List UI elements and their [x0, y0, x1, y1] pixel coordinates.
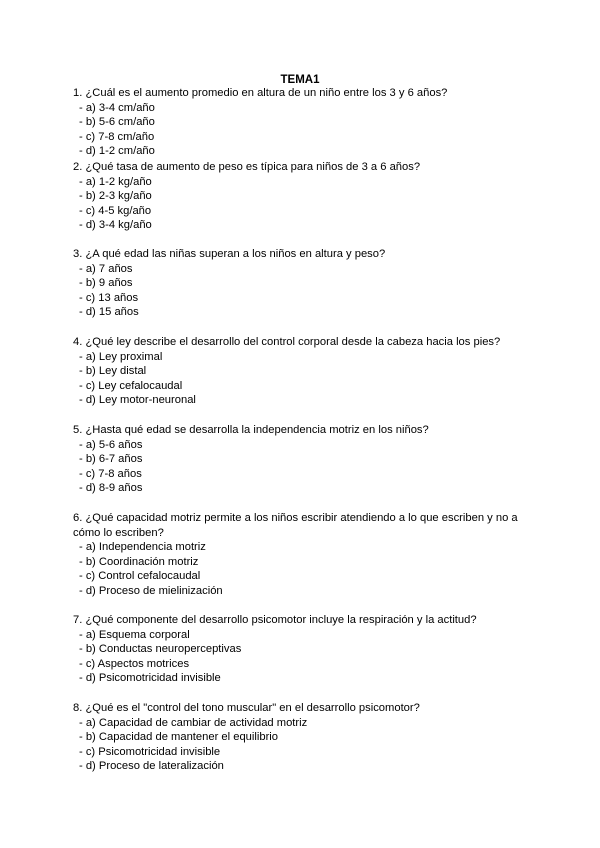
option-b: - b) Conductas neuroperceptivas [79, 643, 242, 656]
option-c: - c) Psicomotricidad invisible [79, 745, 221, 758]
option-b: - b) 6-7 años [79, 453, 143, 466]
question-text: 7. ¿Qué componente del desarrollo psicomotor incluye la respiración y la actitud? [73, 614, 477, 626]
question-4 [73, 335, 523, 408]
option-c: - c) Aspectos motrices [79, 657, 190, 670]
question-3 [73, 247, 523, 320]
option-c: - c) 4-5 kg/año [79, 204, 152, 217]
option-b: - b) Coordinación motriz [79, 555, 199, 568]
option-a: - a) Ley proximal [79, 350, 163, 363]
option-b: - b) Ley distal [79, 365, 147, 378]
question-7 [73, 613, 523, 686]
option-c: - c) 13 años [79, 291, 139, 304]
option-c: - c) Ley cefalocaudal [79, 379, 183, 392]
option-d: - d) 3-4 kg/año [79, 219, 152, 232]
option-a: - a) 1-2 kg/año [79, 175, 152, 188]
document-title: TEMA1 [280, 74, 320, 86]
option-d: - d) Proceso de lateralización [79, 760, 224, 773]
option-d: - d) 15 años [79, 306, 139, 319]
option-d: - d) Ley motor-neuronal [79, 394, 196, 407]
option-a: - a) Capacidad de cambiar de actividad motriz [79, 716, 308, 729]
option-b: - b) 2-3 kg/año [79, 190, 152, 203]
question-text: 2. ¿Qué tasa de aumento de peso es típica para niños de 3 a 6 años? [73, 161, 421, 173]
option-a: - a) Independencia motriz [79, 541, 206, 554]
option-d: - d) 8-9 años [79, 482, 143, 495]
question-text: 6. ¿Qué capacidad motriz permite a los niños escribir atendiendo a lo que escriben y no a cómo lo escriben? [73, 512, 518, 539]
option-b: - b) 9 años [79, 277, 133, 290]
option-d: - d) Psicomotricidad invisible [79, 672, 221, 685]
question-6 [73, 511, 523, 599]
question-8 [73, 701, 523, 774]
option-a: - a) 3-4 cm/año [79, 101, 155, 114]
option-c: - c) Control cefalocaudal [79, 570, 201, 583]
question-text: 8. ¿Qué es el "control del tono muscular" en el desarrollo psicomotor? [73, 702, 420, 714]
option-a: - a) 7 años [79, 262, 133, 275]
option-c: - c) 7-8 años [79, 467, 142, 480]
question-1 [73, 86, 523, 159]
question-text: 5. ¿Hasta qué edad se desarrolla la independencia motriz en los niños? [73, 424, 429, 436]
option-b: - b) 5-6 cm/año [79, 116, 155, 129]
option-c: - c) 7-8 cm/año [79, 130, 155, 143]
option-a: - a) 5-6 años [79, 438, 143, 451]
question-2 [73, 160, 523, 233]
option-d: - d) Proceso de mielinización [79, 584, 223, 597]
option-d: - d) 1-2 cm/año [79, 145, 155, 158]
question-5 [73, 423, 523, 496]
question-text: 1. ¿Cuál es el aumento promedio en altura de un niño entre los 3 y 6 años? [73, 87, 448, 99]
question-text: 4. ¿Qué ley describe el desarrollo del control corporal desde la cabeza hacia los pies? [73, 336, 501, 348]
option-b: - b) Capacidad de mantener el equilibrio [79, 731, 279, 744]
question-text: 3. ¿A qué edad las niñas superan a los niños en altura y peso? [73, 248, 386, 260]
option-a: - a) Esquema corporal [79, 628, 190, 641]
